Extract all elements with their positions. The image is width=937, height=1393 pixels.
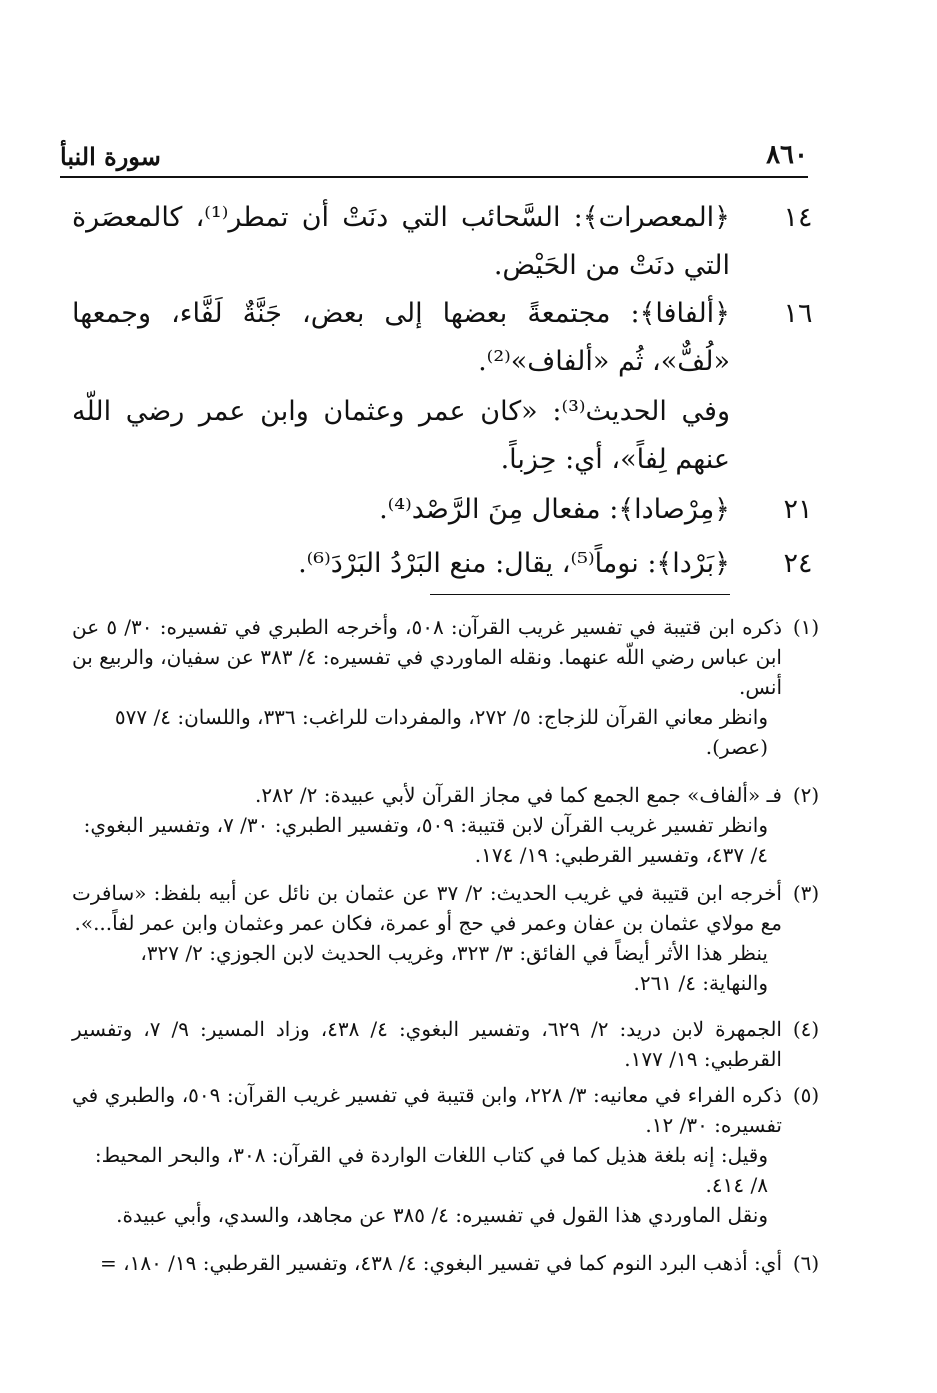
verse-entry — [72, 194, 813, 290]
footnote-number: (٦) — [792, 1251, 820, 1275]
verse-number: ١٦ — [783, 298, 813, 329]
verse-entry — [72, 540, 813, 588]
footnote-separator — [430, 594, 730, 595]
sura-title: سورة النبأ — [60, 142, 161, 171]
verse-entry — [72, 486, 813, 534]
footnote-text: أي: أذهب البرد النوم كما في تفسير البغوي: ٤/ ٤٣٨، وتفسير القرطبي: ١٩/ ١٨٠، = — [100, 1251, 782, 1275]
verse-text: ﴿مِرْصادا﴾: مفعال مِنَ الرَّصْد⁽⁴⁾. — [379, 494, 730, 525]
footnote-number: (٤) — [792, 1017, 820, 1041]
page-number: ٨٦٠ — [766, 140, 808, 170]
footnote-subtext: وانظر تفسير غريب القرآن لابن قتيبة: ٥٠٩، وتفسير الطبري: ٣٠/ ٧، وتفسير البغوي: ٤/ ٤٣٧، وتفسير القرطبي: ١٩/ ١٧٤. — [83, 813, 768, 867]
footnote-subtext: وقيل: إنه بلغة هذيل كما في كتاب اللغات الواردة في القرآن: ٣٠٨، والبحر المحيط: ٨/ ٤١٤. — [94, 1143, 768, 1197]
footnote-text: ذكره ابن قتيبة في تفسير غريب القرآن: ٥٠٨، وأخرجه الطبري في تفسيره: ٣٠/ ٥ عن ابن عباس رضي اللّه عنهما. ونقله الماوردي في تفسيره: ٤/ ٣٨٣ عن سفيان، والربيع بن أنس. — [72, 615, 783, 699]
footnote — [72, 780, 824, 870]
footnote — [72, 1248, 824, 1278]
footnote-subtext: ينظر هذا الأثر أيضاً في الفائق: ٣/ ٣٢٣، وغريب الحديث لابن الجوزي: ٢/ ٣٢٧، والنهاية: ٤/ ٢٦١. — [140, 941, 768, 995]
verse-number: ٢٤ — [783, 548, 813, 579]
verse-text: وفي الحديث⁽³⁾: «كان عمر وعثمان وابن عمر رضي اللّه عنهم لِفاً»، أي: حِزباً. — [72, 396, 730, 475]
footnote — [72, 1080, 824, 1230]
header-rule — [60, 176, 808, 178]
footnote-subtext: ونقل الماوردي هذا القول في تفسيره: ٤/ ٣٨٥ عن مجاهد، والسدي، وأبي عبيدة. — [116, 1203, 768, 1227]
footnote — [72, 1014, 824, 1074]
footnote-number: (١) — [792, 615, 820, 639]
verse-number: ٢١ — [783, 494, 813, 525]
footnote-subtext: وانظر معاني القرآن للزجاج: ٥/ ٢٧٢، والمفردات للراغب: ٣٣٦، واللسان: ٤/ ٥٧٧ (عصر). — [114, 705, 768, 759]
footnote-number: (٥) — [792, 1083, 820, 1107]
footnote — [72, 612, 824, 762]
verse-number: ١٤ — [783, 202, 813, 233]
footnote-number: (٢) — [792, 783, 820, 807]
verse-entry — [72, 290, 813, 386]
footnote — [72, 878, 824, 998]
footnote-number: (٣) — [792, 881, 820, 905]
footnote-text: ذكره الفراء في معانيه: ٣/ ٢٢٨، وابن قتيبة في تفسير غريب القرآن: ٥٠٩، والطبري في تفسيره: ٣٠/ ١٢. — [72, 1083, 782, 1137]
footnote-text: فـ «ألفاف» جمع الجمع كما في مجاز القرآن لأبي عبيدة: ٢/ ٢٨٢. — [254, 783, 782, 807]
verse-text: ﴿المعصرات﴾: السَّحائب التي دنَتْ أن تمطر⁽¹⁾، كالمعصَرة التي دنَتْ من الحَيْض. — [72, 202, 730, 281]
page-header — [60, 140, 808, 176]
hadith-paragraph — [72, 388, 800, 484]
verse-text: ﴿ألفافا﴾: مجتمعةً بعضها إلى بعض، جَنَّةٌ لَفَّاء، وجمعها «لُفٌّ»، ثُم «ألفاف»⁽²⁾. — [72, 298, 730, 377]
verse-text: ﴿بَرْدا﴾: نوماً⁽⁵⁾، يقال: منع البَرْدُ البَرْدَ⁽⁶⁾. — [298, 548, 730, 579]
footnote-text: الجمهرة لابن دريد: ٢/ ٦٢٩، وتفسير البغوي: ٤/ ٤٣٨، وزاد المسير: ٩/ ٧، وتفسير القرطبي: ١٩/ ١٧٧. — [72, 1017, 782, 1071]
footnote-text: أخرجه ابن قتيبة في غريب الحديث: ٢/ ٣٧ عن عثمان بن نائل عن أبيه بلفظ: «سافرت مع مولاي عثمان بن عفان وعمر في حج أو عمرة، فكان عمر وعثمان وابن عمر لفاً...». — [72, 881, 782, 935]
